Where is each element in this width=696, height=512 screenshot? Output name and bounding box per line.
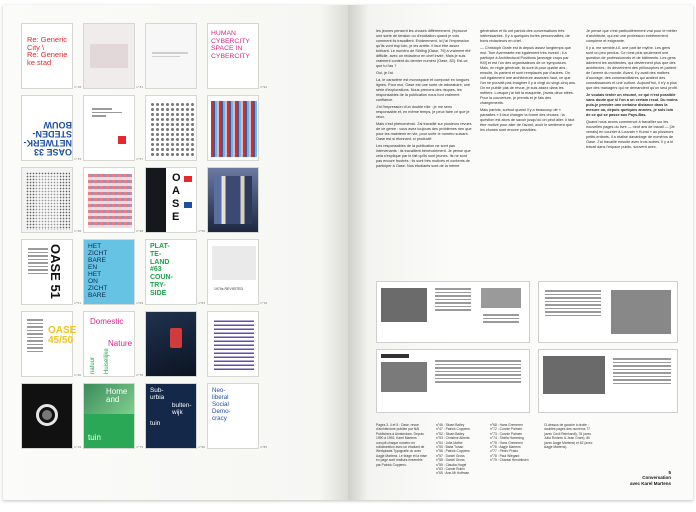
photo-figure [170,328,182,348]
highlight-paragraph: Je voulais tenter un résumé, ce qui n'est possible sans doute que si l'on a un certain recul. Du moins puis-je prendre une certaine distance dans la mesure où, depuis quelques années, je suis loin de ce qui se passe aux Pays-Bas. [586,93,678,117]
thumb-photo [543,356,605,394]
cover-line: COUN- [150,274,173,282]
cover-line: 45/50 [48,335,74,346]
paragraph: génération et ils ont parlois des conversations très intéressantes. Il y a quelques fortes personnalités, de bons rédacteurs en chef. [480,29,570,43]
cover-text-purple [207,311,259,377]
paragraph: — Christoph Grafe est là depuis assez longtemps que moi. Tom Avermaete est également très investi ; il a participé à Architectural Positions [average crops par KM] et est l'un des organisateurs de ce symposium. Mais, en règle générale, ils sont là pour quatre ans ; ensuite, ils partent et sont remplacés par d'autres. On voit également une architecture assurant haut, ce que l'on ne pouvait pas imaginer il y a vingt ou vingt-cinq ans. On ne publie pas de revue, je suis assez dans les métiers. Lorsque j'ai fait la maquette, j'avais deux idées. Pour la couverture, je prends et je fais des changements. [480,46,576,105]
text-lines [214,320,254,370]
cover-line: CYBERCITY [211,52,250,60]
cover-line: liberal [212,394,229,401]
spread-thumb-77 [376,281,530,343]
spread-thumb-82 [538,349,678,413]
cover-text-block [26,246,50,300]
cover-number: n°56 [198,229,206,233]
cover-pattern [83,167,135,233]
cover-line: E [172,211,180,223]
cover-line: Huiselijke [104,348,110,374]
cover-line: BARE [88,257,106,264]
cover-line: Domestic [90,317,124,326]
cover-18 [21,23,73,89]
cover-line: wijk [172,409,183,416]
cover-line: HET [88,271,102,278]
cover-56-light [145,23,197,89]
cover-51 [21,239,73,305]
cover-line: OASE 33 [33,147,72,157]
cover-number: n°70 [260,301,268,305]
cover-line: tuin [88,433,101,442]
cover-51-dotted [21,167,73,233]
cover-photo-tall [207,167,259,233]
cover-line: Nature [108,339,133,348]
square-pattern-overlay [88,174,132,228]
cover-40 [21,311,77,377]
caption-left: Pages 3, 4 et 5 : Oase, revue d'architecture publiée par NAi Publishers à Amsterdam. Depuis 1990 à 1992, Karel Martens conçoit chaque numéro en collaboration avec un étudiant de Werkplaats Typografie ou avec Aagje Martens. Le tirage et la mise en page sont réalisés ensemble par Patrick Coppens. [376,423,427,467]
cover-line: #63 [150,266,162,274]
thumb-text [433,286,473,313]
cover-line: ZICHT [88,250,108,257]
cover-line: PLAT- [150,243,170,250]
cover-number: n°85 [260,445,268,449]
thumb-text [611,356,673,386]
cover-line: tuin [150,420,161,427]
paragraph: Quand nous avons commencé à travailler sur les nouvelles pages du livre — neuf ans de travail — [Je venais] en courrier à Louvain « Kunst » au plusieurs petits-enfants, il a réalisé davantage de numéros de Oase. J'ai travaillé ensuite avec trois autres. Il y a le travail dans l'espace public, souvent avec. [586,120,675,149]
caption-credits-2: n°68 : Hans Gremmen n°72 : Connie Palmen n°73 : Connie Palmen n°74 : Sheila Hamming n°75 : Hans Gremmen n°76 : Aagje Martens n°77 : Pedro Prado n°78 : Paul Wiegard n°79 : Chantal Hendriksen [490,423,529,463]
spread-thumb-80 [376,349,530,413]
spread-thumb-76 [538,281,678,343]
thumb-text [433,358,523,385]
cover-line: cracy [212,415,227,422]
cover-31 [83,23,135,89]
cover-mosaic [207,95,259,161]
cover-line: Social [212,401,229,408]
cover-19 [21,383,73,449]
cover-79 [83,383,135,449]
cover-line: ON [88,278,98,285]
left-page-cover-grid [3,5,348,500]
caption-right: Ci-dessus de gauche à droite : doubles pages des numéros 77 (avec Cecil Reinhardt), 76 (avec Julia Roderic & Jean Grant), 80 (avec Aagje Martens) et 82 (avec Aagje Martens). [544,423,593,450]
cover-line: SPACE IN [211,45,243,52]
cover-number: n°19 [74,445,82,449]
cover-70 [207,239,259,305]
cover-dots [145,95,197,161]
cover-line: OASE [48,325,77,336]
cover-text-block [90,106,130,119]
page-number: 5 [668,469,671,475]
cover-line: LAND [150,258,170,266]
cover-number: n°18 [74,85,82,89]
paragraph: Oui, je l'ai. [376,71,394,75]
mosaic-pattern [211,101,257,157]
cover-76 [83,311,135,377]
dark-band [146,168,166,232]
cover-69 [83,239,135,305]
cover-title: OASE 51 [48,244,63,299]
cover-line: Demo- [212,408,231,415]
cover-number: n°31 [136,85,144,89]
right-page-interview [348,5,693,500]
cover-92 [207,23,259,89]
cover-number: n°48 [74,229,82,233]
cover-line: Re: Generic [27,35,68,44]
cover-line: S [172,198,180,210]
text-column-right [586,29,678,152]
footer-line: Conversation [642,475,671,480]
cover-line: Sub- [150,387,164,394]
cover-line: Re: Generie [27,50,68,59]
cover-line: BARE [88,292,106,299]
cover-text-block [25,317,45,373]
cover-33 [21,95,73,161]
cover-number: n°92 [260,85,268,89]
cover-line: 1970s REVISITED [214,287,243,291]
cover-number: n°69 [136,301,144,305]
cover-line: A [172,185,180,197]
dot-grid [150,102,194,156]
thumb-text [543,288,603,318]
thumb-text [481,312,521,325]
paragraph: J'ai l'impression d'un double rôle : je me sens responsable et, en même temps, je peux faire ce que je veux. [376,105,470,119]
paragraph: Mais c'est phénoménal. J'ai travaillé sur plusieurs revues de ce genre : vous avez toujours des problèmes rien que pour les maintenir en vie, pour sortir le numéro suivant. Oase est si étonnant, si productif. [376,122,472,141]
cover-line: SIDE [150,289,167,297]
red-mark [118,136,126,144]
cover-line: HUMAN [211,30,236,37]
cover-photo-dark [145,311,197,377]
page-footer [630,470,671,487]
footer-line: avec Karel Martens [629,480,671,486]
cover-graphic [90,44,128,68]
cover-line: O [172,172,181,184]
ring-core [42,410,52,420]
paragraph: Les responsables de la publication ne sont pas intervenants : ils travaillent bénévolement. Je pense que cela s'explique par le fait qu'ils sont jeunes. Ils ne sont pas encore frustrés ; ils sont très motivés et contents de participer à Oase. Nos étudiants sont de la même [376,144,471,168]
type-panel [36,174,60,228]
cover-line: natuur [90,356,96,374]
cover-number: n°33 [74,157,82,161]
cover-number: n°98 [136,229,144,233]
caption-credits-1: n°46 : Stuart Bailey n°47 : Patrick Coppens n°52 : Stuart Bailey n°53 : Christine Alberts n°54 : Julia Mathe n°55 : Baba Tuhan n°56 : Patrick Coppens n°57 : Daniel Gross n°58 : Daniel Gross n°59 : Claudia Hagel n°63 : Carole Rubin n°65 : Ann-Mi Hoffman [436,423,470,476]
cover-line: ZICHT [88,285,108,292]
cover-image [212,246,256,280]
cover-text-block [150,50,190,59]
paragraph: Il y a, me semble-t-il, une part de mythe. Les gens sont un peu perdus. Ce n'est plus seulement une question de professionnels et de bâtiments. Les gens admirent les architectes, qui deviennent plus que des architectes ; ils deviennent des philosophes et parlent de l'avenir du monde. Avant, il y avait des maîtres d'ouvrage, des commanditaires qui avaient des connaissances et une culture. Aujourd'hui, il n'y a plus que des managers qui ne demandent qu'un seul profit. [586,46,678,90]
thumb-heading [381,354,409,358]
cover-number: n°40 [74,373,82,377]
cover-line: TRY- [150,281,166,289]
photo-architecture [214,176,252,224]
cover-line: urbia [150,394,165,401]
magazine-spread [3,5,693,500]
cover-56 [145,167,197,233]
cover-line: TE- [150,250,162,258]
cover-line: City \ [27,42,45,52]
cover-line: Neo- [212,387,226,394]
thumb-photo [381,362,427,392]
cover-line: ke stad [27,57,52,67]
cover-line: BOUW [43,120,72,130]
thumb-photo [611,290,671,334]
cover-number: n°90 [198,445,206,449]
text-column-left [376,29,472,171]
cover-line: NETWERK- [23,138,72,148]
cover-number: n°79 [136,445,144,449]
paragraph: Je pense que c'est particulièrement vrai pour le métier d'architecte, qui est une profession extrêmement complexe et exigeante. [586,29,678,43]
cover-line: CYBERCITY [211,37,250,45]
cover-63 [145,239,197,305]
cover-line: Home [106,387,128,396]
cover-number: n°57 [136,157,144,161]
cover-57 [83,95,135,161]
thumb-photo [481,288,521,308]
cover-number: n°51 [74,301,82,305]
cover-line: HET [88,243,102,250]
cover-90 [145,383,197,449]
text-column-mid [480,29,576,135]
cover-line: bulten- [172,402,192,409]
paragraph: Mais parfois, surtout quand il y a beaucoup de « parasites » il faut changer la forme des choses ; la question est alors de savoir jusqu'où on peut aller. Il faut être motivé pour aller de l'avant, avoir le sentiment que les choses sont encore possibles. [480,108,575,132]
cover-number: n°76 [136,373,144,377]
paragraph: les jeunes pensent les choses différemment, j'éprouve une sorte de tension ou d'excitation quand je vois comment ils travaillent. Evidemment, ici j'ai l'impression qu'ils vont trop loin, je les arrête. Il faut être assez tolérant. Le numéro de Stirling [Oase, 79] a vraiment été difficile, avec un rédacteur en chef invité. Mais je suis vraiment content du dernier numéro [Oase, 83]. Est-ce que tu l'as ? [376,29,471,68]
cover-85 [207,383,259,449]
cover-number: n°63 [198,301,206,305]
cover-line: and [106,395,120,404]
paragraph: Là, le caractère est monospace et composé en longues lignes. Pour moi, Oase est une sorte de laboratoire, une série d'explorations. Nous prenons des risques, les responsables de la publication nous font vraiment confiance. [376,78,471,102]
cover-line: STEDEN- [32,129,72,139]
blue-block [184,202,192,208]
red-block [184,176,192,182]
cover-line: EN [88,264,98,271]
thumb-photo [381,288,427,322]
